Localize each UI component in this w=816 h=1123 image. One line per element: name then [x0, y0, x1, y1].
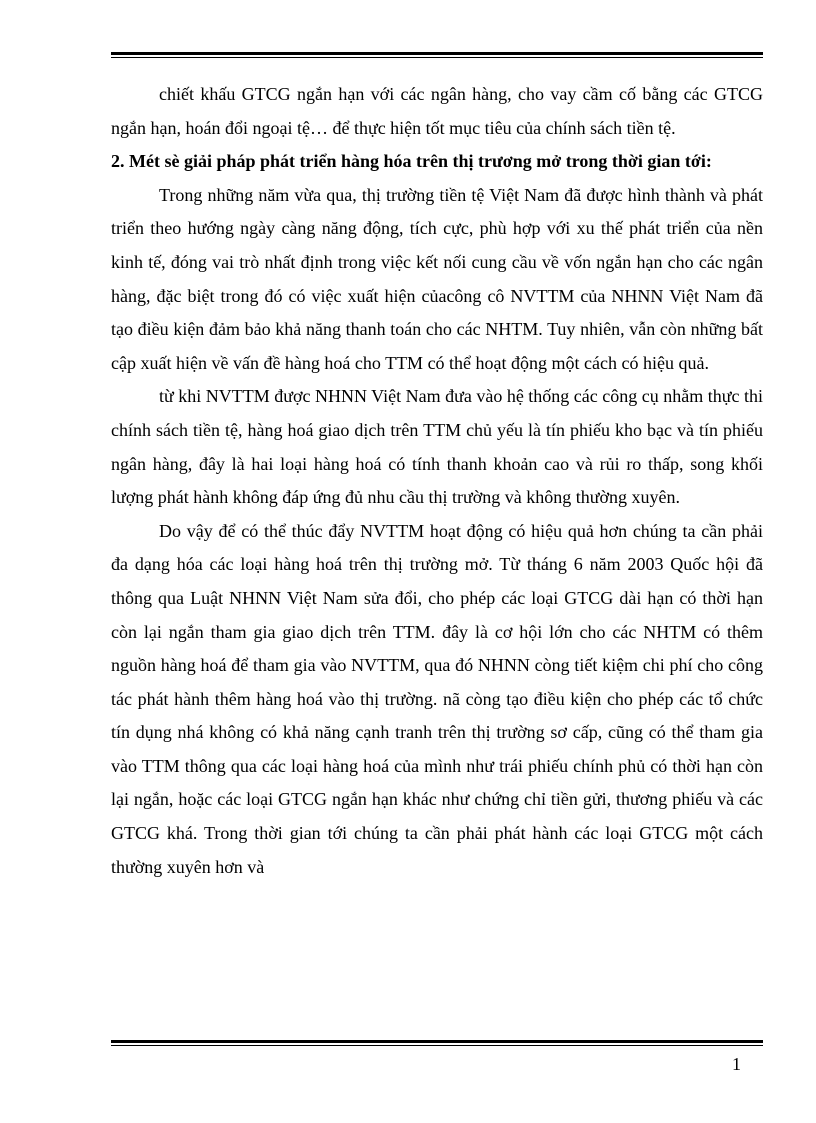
footer-rule [111, 1040, 763, 1046]
paragraph: Trong những năm vừa qua, thị trường tiền tệ Việt Nam đã được hình thành và phát triển theo hướng ngày càng năng động, tích cực, phù hợp với xu thế phát triển của nền kinh tế, đóng vai trò nhất định trong việc kết nối cung cầu về vốn ngắn hạn cho các ngân hàng, đặc biệt trong đó có việc xuất hiện củacông cô NVTTM của NHNN Việt Nam đã tạo điều kiện đảm bảo khả năng thanh toán cho các NHTM. Tuy nhiên, vẫn còn những bất cập xuất hiện về vấn đề hàng hoá cho TTM có thể hoạt động một cách có hiệu quả. [111, 184, 763, 373]
paragraph-continuation: chiết khấu GTCG ngắn hạn với các ngân hàng, cho vay cầm cố bằng các GTCG ngắn hạn, hoán đổi ngoại tệ… để thực hiện tốt mục tiêu của chính sách tiền tệ. [111, 84, 763, 138]
header-rule [111, 52, 763, 58]
section-heading: 2. Mét sè giải pháp phát triển hàng hóa trên thị trương mở trong thời gian tới: [111, 151, 712, 172]
paragraph: Do vậy để có thể thúc đẩy NVTTM hoạt động có hiệu quả hơn chúng ta cần phải đa dạng hóa các loại hàng hoá trên thị trường mở. Từ tháng 6 năm 2003 Quốc hội đã thông qua Luật NHNN Việt Nam sửa đổi, cho phép các loại GTCG dài hạn có thời hạn còn lại ngắn tham gia giao dịch trên TTM. đây là cơ hội lớn cho các NHTM có thêm nguồn hàng hoá để tham gia vào NVTTM, qua đó NHNN còng tiết kiệm chi phí cho công tác phát hành thêm hàng hoá vào thị trường. nã còng tạo điều kiện cho phép các tổ chức tín dụng nhá không có khả năng cạnh tranh trên thị trường sơ cấp, cũng có thể tham gia vào TTM thông qua các loại hàng hoá của mình như trái phiếu chính phủ có thời hạn còn lại ngắn, hoặc các loại GTCG ngắn hạn khác như chứng chỉ tiền gửi, thương phiếu và các GTCG khá. Trong thời gian tới chúng ta cần phải phát hành các loại GTCG một cách thường xuyên hơn và [111, 520, 763, 877]
paragraph: từ khi NVTTM được NHNN Việt Nam đưa vào hệ thống các công cụ nhằm thực thi chính sách tiền tệ, hàng hoá giao dịch trên TTM chủ yếu là tín phiếu kho bạc và tín phiếu ngân hàng, đây là hai loại hàng hoá có tính thanh khoản cao và rủi ro thấp, song khối lượng phát hành không đáp ứng đủ nhu cầu thị trường và không thường xuyên. [111, 386, 763, 508]
page-number: 1 [732, 1054, 741, 1074]
document-body [111, 78, 763, 884]
